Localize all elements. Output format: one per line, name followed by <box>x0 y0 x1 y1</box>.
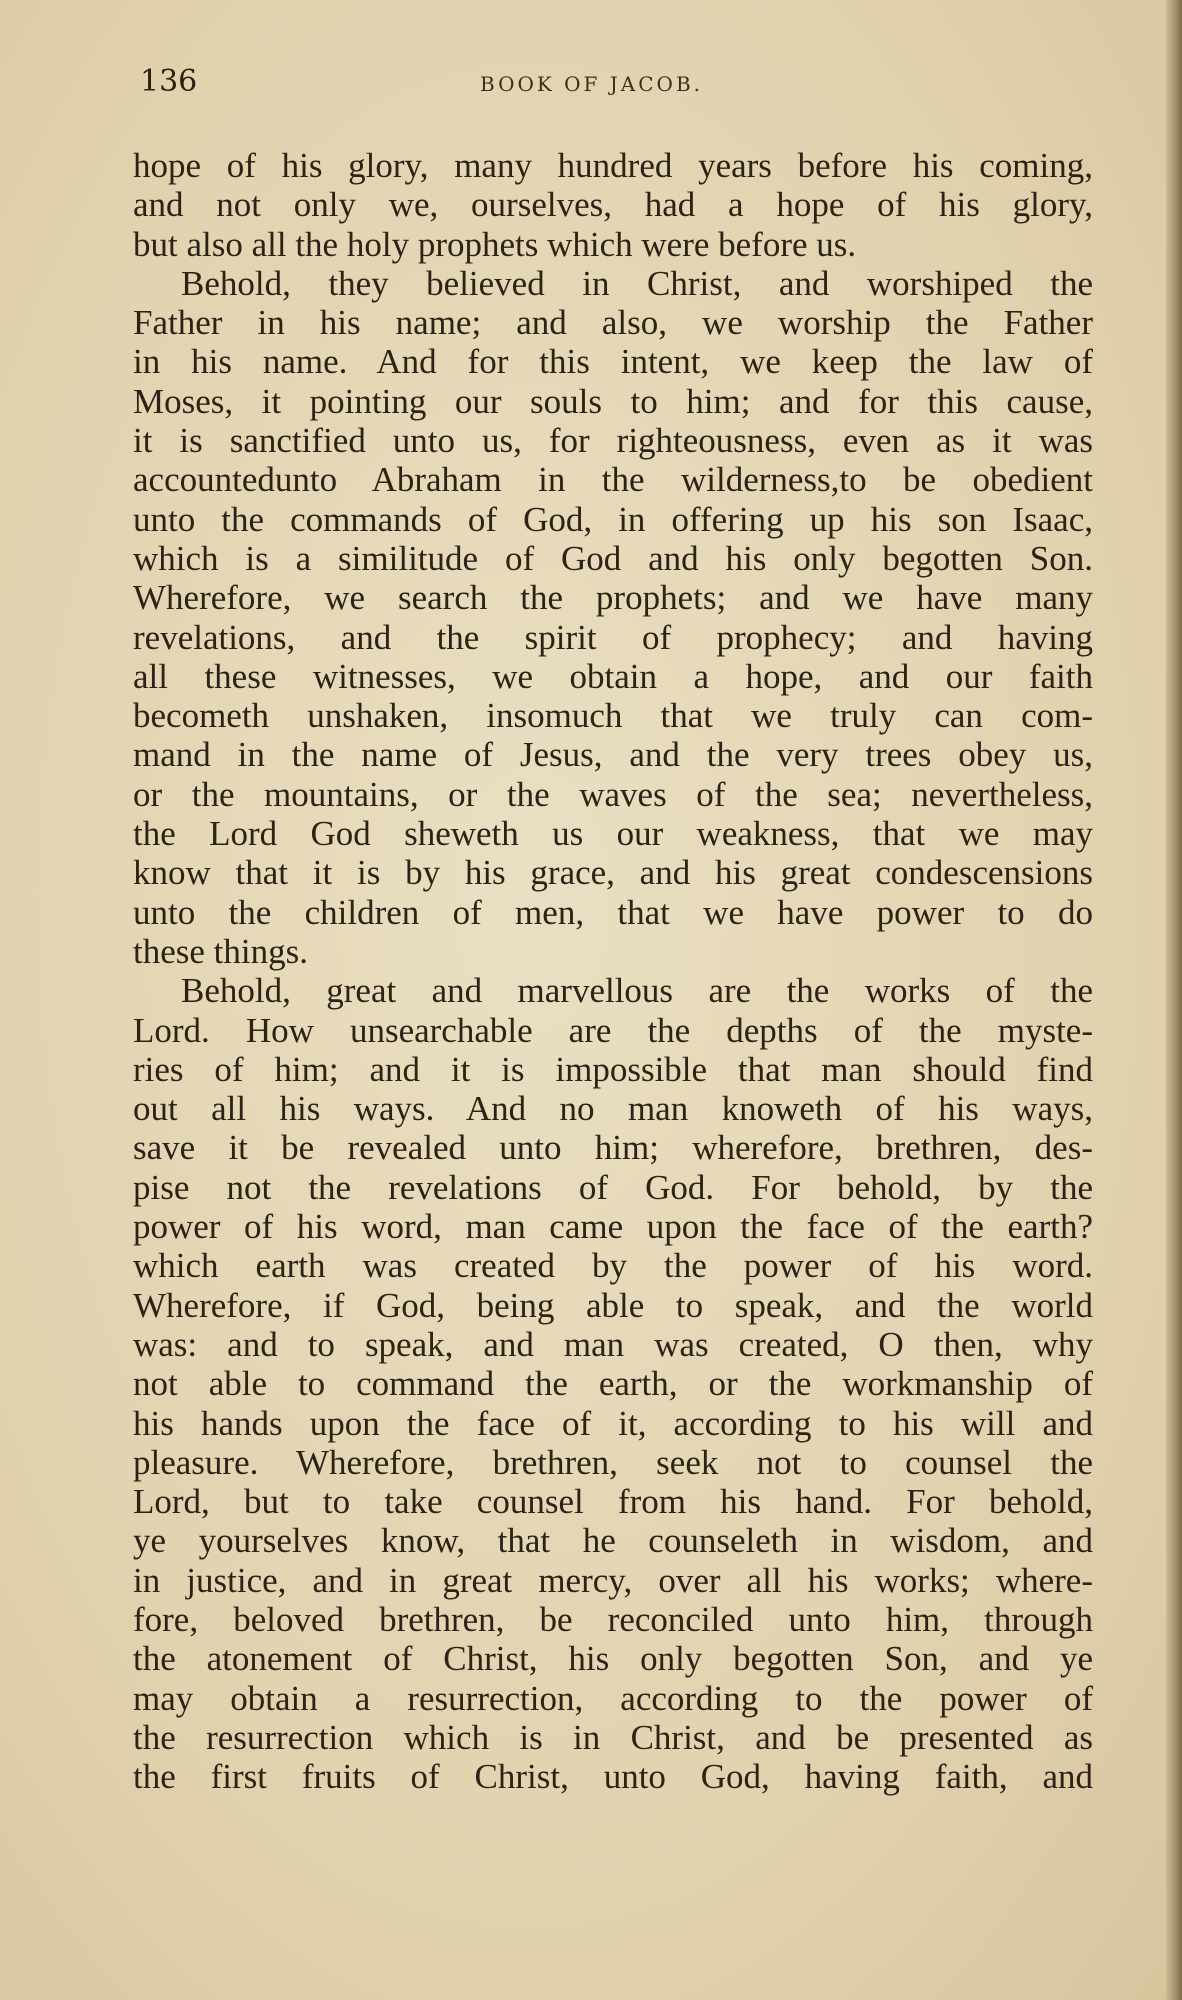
text-line: in his name. And for this intent, we keep the law of <box>133 342 1093 382</box>
text-line: ries of him; and it is impossible that man should find <box>133 1049 1093 1089</box>
text-line: unto the children of men, that we have power to do <box>133 892 1093 932</box>
text-line: Behold, great and marvellous are the works of the <box>181 971 1093 1011</box>
text-line: out all his ways. And no man knoweth of his ways, <box>133 1089 1093 1129</box>
text-line: Behold, they believed in Christ, and worshiped the <box>181 263 1093 303</box>
text-line: power of his word, man came upon the face of the earth? <box>133 1207 1093 1247</box>
text-line: accountedunto Abraham in the wilderness,to be obedient <box>133 460 1093 500</box>
page-header <box>140 62 1090 112</box>
text-line: his hands upon the face of it, according to his will and <box>133 1403 1093 1443</box>
text-line: save it be revealed unto him; wherefore, brethren, des- <box>133 1128 1093 1168</box>
text-line: Lord. How unsearchable are the depths of the myste- <box>133 1010 1093 1050</box>
text-line: the first fruits of Christ, unto God, having faith, and <box>133 1757 1093 1797</box>
text-line: pise not the revelations of God. For behold, by the <box>133 1167 1093 1207</box>
page-number: 136 <box>140 64 198 99</box>
text-line: may obtain a resurrection, according to the power of <box>133 1678 1093 1718</box>
text-line: becometh unshaken, insomuch that we truly can com- <box>133 696 1093 736</box>
text-line: and not only we, ourselves, had a hope of his glory, <box>133 185 1093 225</box>
text-line: which earth was created by the power of his word. <box>133 1246 1093 1286</box>
running-head: BOOK OF JACOB. <box>480 72 704 96</box>
text-line: these things. <box>133 931 308 971</box>
text-line: Lord, but to take counsel from his hand. For behold, <box>133 1482 1093 1522</box>
text-line: in justice, and in great mercy, over all his works; where- <box>133 1560 1093 1600</box>
text-line: Father in his name; and also, we worship the Father <box>133 303 1093 343</box>
page-edge-shadow <box>1166 0 1182 2000</box>
text-line: know that it is by his grace, and his great condescensions <box>133 853 1093 893</box>
text-line: Moses, it pointing our souls to him; and for this cause, <box>133 381 1093 421</box>
text-line: mand in the name of Jesus, and the very trees obey us, <box>133 735 1093 775</box>
text-line: it is sanctified unto us, for righteousness, even as it was <box>133 421 1093 461</box>
body-text <box>133 146 1093 1796</box>
text-line: Wherefore, if God, being able to speak, and the world <box>133 1285 1093 1325</box>
text-line: all these witnesses, we obtain a hope, and our faith <box>133 656 1093 696</box>
text-line: ye yourselves know, that he counseleth in wisdom, and <box>133 1521 1093 1561</box>
text-line: which is a similitude of God and his only begotten Son. <box>133 538 1093 578</box>
text-line: but also all the holy prophets which were before us. <box>133 224 857 264</box>
text-line: Wherefore, we search the prophets; and we have many <box>133 578 1093 618</box>
text-line: or the mountains, or the waves of the sea; nevertheless, <box>133 774 1093 814</box>
text-line: unto the commands of God, in offering up his son Isaac, <box>133 499 1093 539</box>
text-line: was: and to speak, and man was created, O then, why <box>133 1324 1093 1364</box>
text-line: fore, beloved brethren, be reconciled unto him, through <box>133 1599 1093 1639</box>
text-line: the Lord God sheweth us our weakness, that we may <box>133 814 1093 854</box>
text-line: pleasure. Wherefore, brethren, seek not to counsel the <box>133 1442 1093 1482</box>
text-line: revelations, and the spirit of prophecy; and having <box>133 617 1093 657</box>
text-line: hope of his glory, many hundred years before his coming, <box>133 146 1093 185</box>
text-line: the atonement of Christ, his only begotten Son, and ye <box>133 1639 1093 1679</box>
text-line: not able to command the earth, or the workmanship of <box>133 1364 1093 1404</box>
text-line: the resurrection which is in Christ, and be presented as <box>133 1717 1093 1757</box>
